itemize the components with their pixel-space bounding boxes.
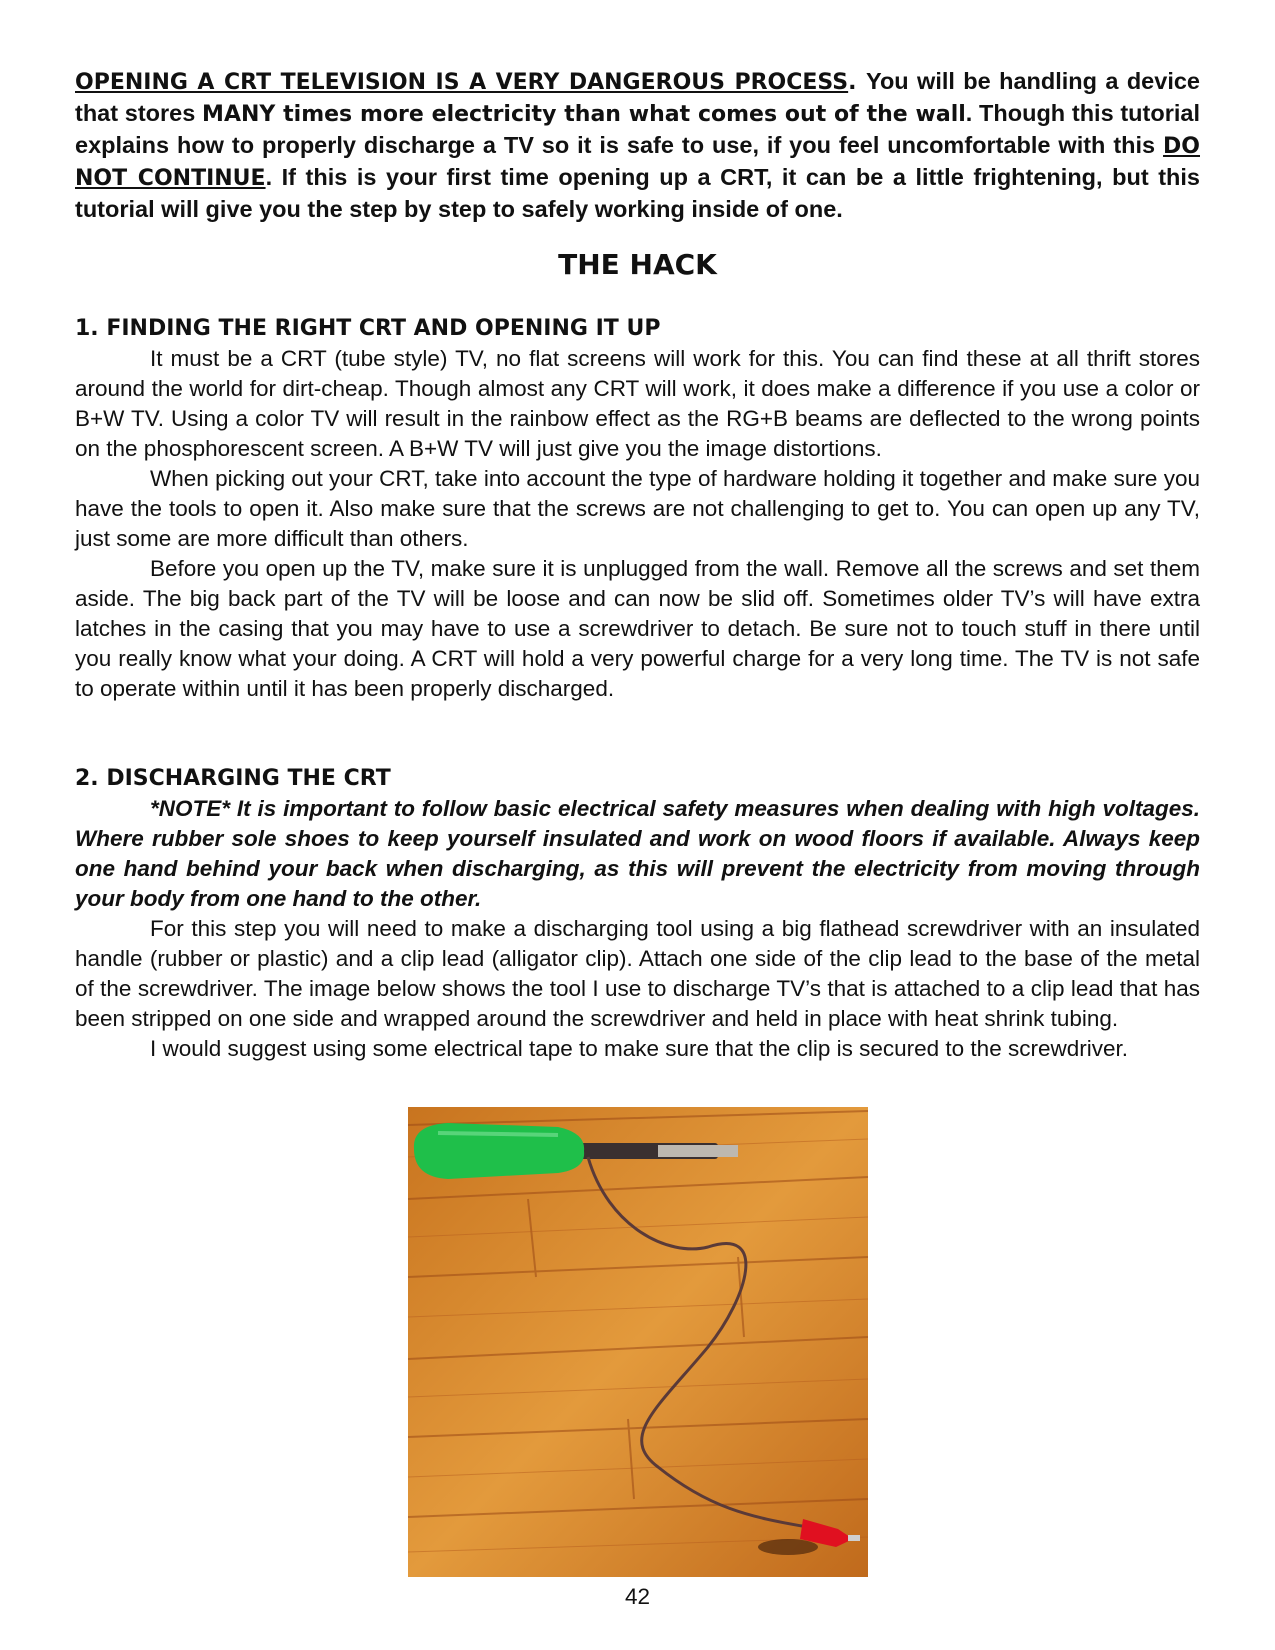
warning-text-3: . If this is your first time opening up a CRT, it can be a little frightening, but this tutorial will give you the step by step to safely working inside of one. (75, 164, 1200, 222)
section-2-heading: 2. DISCHARGING THE CRT (75, 766, 391, 791)
section-1-paragraph: When picking out your CRT, take into account the type of hardware holding it together and make sure you have the tools to open it. Also make sure that the screws are not challenging to get to. You can open up any TV, just some are more difficult than others. (75, 466, 1200, 551)
safety-note: *NOTE* It is important to follow basic electrical safety measures when dealing with high voltages. Where rubber sole shoes to keep yourself insulated and work on wood floors if available. Always keep one hand behind your back when discharging, as this will prevent the electricity from moving through your body from one hand to the other. (75, 796, 1200, 911)
safety-warning (75, 66, 1200, 224)
section-1-paragraph: Before you open up the TV, make sure it is unplugged from the wall. Remove all the screws and set them aside. The big back part of the TV will be loose and can now be slid off. Sometimes older TV’s will have extra latches in the casing that you may have to use a screwdriver to detach. Be sure not to touch stuff in there until you really know what your doing. A CRT will hold a very powerful charge for a very long time. The TV is not safe to operate within until it has been properly discharged. (75, 556, 1200, 701)
warning-text-2: . Though this tutorial explains how to properly discharge a TV so it is safe to use, if you feel uncomfortable with this (75, 100, 1200, 158)
screwdriver-tip (658, 1145, 738, 1157)
section-1-heading: 1. FINDING THE RIGHT CRT AND OPENING IT UP (75, 316, 661, 341)
warning-text-1: You will be handling a device that stores (75, 68, 1200, 126)
page-number: 42 (624, 1584, 651, 1609)
section-title: THE HACK (558, 248, 717, 281)
section-discharging-crt (75, 764, 1200, 1064)
wood-floor (408, 1107, 868, 1577)
warning-headline: OPENING A CRT TELEVISION IS A VERY DANGEROUS PROCESS (75, 70, 849, 95)
section-2-paragraph: For this step you will need to make a discharging tool using a big flathead screwdriver with an insulated handle (rubber or plastic) and a clip lead (alligator clip). Attach one side of the clip lead to the base of the metal of the screwdriver. The image below shows the tool I use to discharge TV’s that is attached to a clip lead that has been stripped on one side and wrapped around the screwdriver and held in place with heat shrink tubing. (75, 916, 1200, 1031)
section-2-paragraph: I would suggest using some electrical tape to make sure that the clip is secured to the screwdriver. (150, 1036, 1128, 1061)
section-finding-crt (75, 314, 1200, 704)
warning-emphasis: MANY times more electricity than what comes out of the wall (202, 102, 966, 127)
discharge-tool-photo (408, 1107, 868, 1577)
warning-period: . (848, 70, 867, 95)
warning-do-not-continue: DO NOT CONTINUE (75, 134, 1200, 191)
discharge-tool-illustration (408, 1107, 868, 1577)
section-1-paragraph: It must be a CRT (tube style) TV, no flat screens will work for this. You can find these at all thrift stores around the world for dirt-cheap. Though almost any CRT will work, it does make a difference if you use a color or B+W TV. Using a color TV will result in the rainbow effect as the RG+B beams are deflected to the wrong points on the phosphorescent screen. A B+W TV will just give you the image distortions. (75, 346, 1200, 461)
